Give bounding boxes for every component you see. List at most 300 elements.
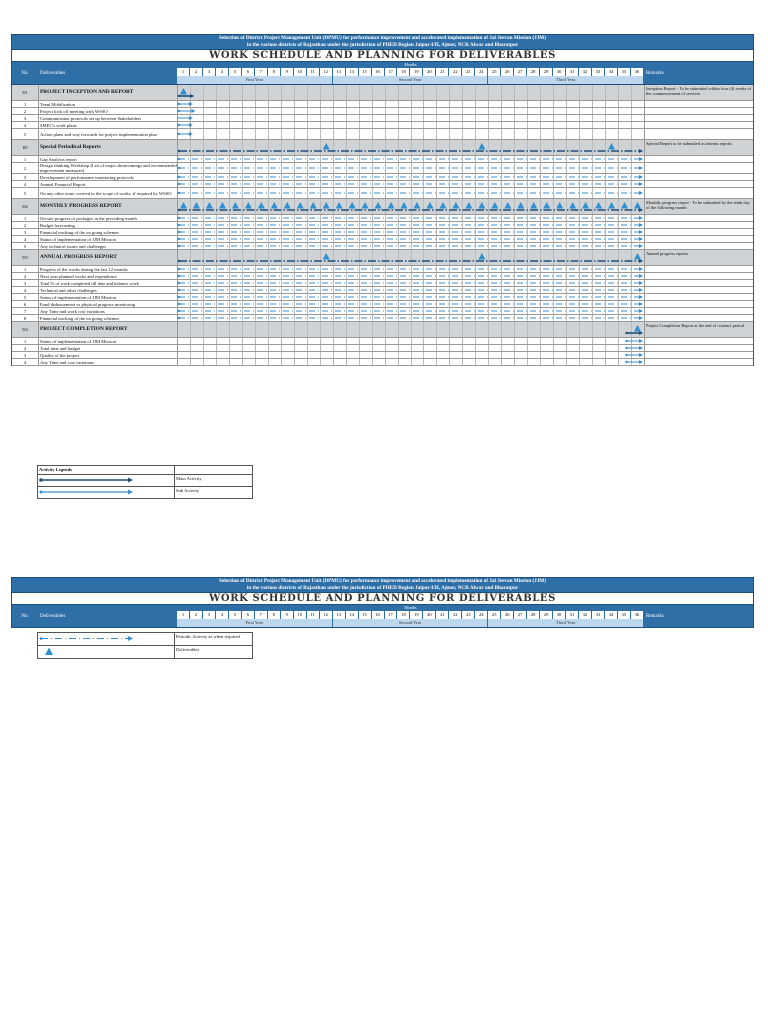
month-cell: 8 bbox=[268, 68, 281, 76]
year-label: First Year bbox=[177, 619, 333, 627]
deliverable-triangle-icon bbox=[517, 202, 524, 209]
months-label: Months bbox=[404, 605, 417, 610]
activity-line bbox=[177, 229, 644, 235]
month-cell: 1 bbox=[177, 68, 190, 76]
deliverable-triangle-icon bbox=[271, 202, 278, 209]
table-row bbox=[12, 266, 753, 273]
legend-main-row bbox=[37, 475, 253, 487]
header-deliverables: Deliverables bbox=[40, 613, 66, 619]
activity-line bbox=[177, 301, 644, 307]
deliverable-triangle-icon bbox=[232, 202, 239, 209]
row-number: ID bbox=[12, 140, 39, 155]
deliverable-triangle-icon bbox=[38, 646, 174, 657]
activity-line bbox=[177, 101, 644, 107]
legend-periodic-row bbox=[37, 632, 253, 646]
month-cell: 23 bbox=[462, 68, 475, 76]
activity-line bbox=[177, 338, 644, 344]
deliverable-triangle-icon bbox=[413, 202, 420, 209]
deliverable-label: Communication protocols set up between Stakeholders bbox=[39, 115, 178, 121]
month-cell: 12 bbox=[320, 68, 333, 76]
timeline-cells bbox=[177, 359, 644, 365]
deliverable-label: Quality of the project bbox=[39, 352, 178, 358]
deliverable-label: Technical and other challenges bbox=[39, 287, 178, 293]
remark-cell: Monthly progress report - To be submitted by the tenth day of the following month bbox=[644, 199, 753, 214]
title-line-1: Selection of District Project Management Unit (DPMU) for performance improvement and accelerated implementation of Jal Jeevan Mission (JJM) bbox=[219, 578, 546, 584]
deliverable-triangle-icon bbox=[491, 202, 498, 209]
month-cell: 13 bbox=[333, 611, 346, 619]
activity-line bbox=[177, 215, 644, 221]
activity-line bbox=[177, 156, 644, 162]
year-labels bbox=[177, 76, 644, 84]
year-label: Second Year bbox=[333, 76, 489, 84]
activity-legend bbox=[37, 465, 253, 499]
month-cell: 27 bbox=[514, 68, 527, 76]
deliverable-label: Any Time and work cost variations bbox=[39, 308, 178, 314]
activity-line bbox=[177, 163, 644, 173]
schedule-sheet-1 bbox=[11, 34, 754, 366]
page-heading-2: WORK SCHEDULE AND PLANNING FOR DELIVERABLES bbox=[11, 593, 754, 604]
activity-line bbox=[177, 85, 644, 100]
section-row bbox=[12, 85, 753, 101]
deliverable-triangle-icon bbox=[323, 253, 330, 260]
deliverable-label: On-site progress of packages in the preceding month bbox=[39, 215, 178, 221]
timeline-cells bbox=[177, 243, 644, 249]
deliverable-label: Financial tracking of the on going schemes bbox=[39, 229, 178, 235]
month-cell: 16 bbox=[372, 611, 385, 619]
table-row bbox=[12, 315, 753, 322]
row-number: D1 bbox=[12, 85, 39, 100]
row-number: D4 bbox=[12, 322, 39, 337]
deliverable-label: PROJECT INCEPTION AND REPORT bbox=[39, 85, 178, 100]
deliverable-triangle-icon bbox=[478, 143, 485, 150]
month-cell: 26 bbox=[501, 611, 514, 619]
activity-line bbox=[177, 188, 644, 198]
remark-cell bbox=[644, 308, 753, 314]
row-number: 4 bbox=[12, 236, 39, 242]
sheet-title-2 bbox=[11, 577, 754, 593]
timeline-cells bbox=[177, 308, 644, 314]
year-label: Third Year bbox=[488, 619, 644, 627]
activity-line bbox=[177, 345, 644, 351]
header-deliverables: Deliverables bbox=[40, 70, 66, 76]
remark-cell: Inception Report - To be submitted within four (4) weeks of the commencement of services bbox=[644, 85, 753, 100]
table-row bbox=[12, 287, 753, 294]
title-line-2: in the various districts of Rajasthan under the jurisdiction of PHED Region Jaipur-I/II, Ajmer, NCR Alwar and Bharatpur bbox=[246, 42, 519, 48]
month-cell: 28 bbox=[527, 68, 540, 76]
month-cell: 17 bbox=[385, 611, 398, 619]
table-row bbox=[12, 108, 753, 115]
title-line-1: Selection of District Project Management Unit (DPMU) for performance improvement and accelerated implementation of Jal Jeevan Mission (JJM) bbox=[219, 35, 546, 41]
timeline-cells bbox=[177, 129, 644, 139]
deliverable-legend bbox=[37, 632, 253, 659]
timeline-cells bbox=[177, 229, 644, 235]
page-heading: WORK SCHEDULE AND PLANNING FOR DELIVERABLES bbox=[11, 50, 754, 61]
month-cell: 15 bbox=[359, 68, 372, 76]
deliverable-label: Action plans and way forwards for project implementation plan bbox=[39, 129, 178, 139]
deliverable-label: Total time and budget bbox=[39, 345, 178, 351]
deliverable-triangle-icon bbox=[608, 202, 615, 209]
row-number: 2 bbox=[12, 345, 39, 351]
remark-cell bbox=[644, 181, 753, 187]
deliverable-label: Progress of the works during the last 12 months bbox=[39, 266, 178, 272]
legend-sub-label: Sub Activity bbox=[176, 488, 200, 493]
month-cell: 33 bbox=[592, 68, 605, 76]
row-number: 1 bbox=[12, 266, 39, 272]
table-row bbox=[12, 345, 753, 352]
remark-cell bbox=[644, 101, 753, 107]
month-cell: 11 bbox=[307, 611, 320, 619]
month-cell: 4 bbox=[216, 68, 229, 76]
row-number: 1 bbox=[12, 156, 39, 162]
deliverable-triangle-icon bbox=[258, 202, 265, 209]
month-cell: 8 bbox=[268, 611, 281, 619]
timeline-cells bbox=[177, 222, 644, 228]
deliverable-triangle-icon bbox=[426, 202, 433, 209]
deliverable-label: PROJECT COMPLETION REPORT bbox=[39, 322, 178, 337]
remark-cell: Project Completion Report at the end of contract period bbox=[644, 322, 753, 337]
periodic-activity-line-icon bbox=[38, 633, 174, 644]
timeline-cells bbox=[177, 108, 644, 114]
month-cell: 30 bbox=[553, 68, 566, 76]
activity-line bbox=[177, 266, 644, 272]
month-cell: 14 bbox=[346, 68, 359, 76]
month-cell: 5 bbox=[229, 611, 242, 619]
deliverable-triangle-icon bbox=[310, 202, 317, 209]
month-cell: 18 bbox=[397, 611, 410, 619]
row-number: 6 bbox=[12, 301, 39, 307]
deliverable-triangle-icon bbox=[634, 325, 641, 332]
month-cell: 3 bbox=[203, 68, 216, 76]
timeline-cells bbox=[177, 181, 644, 187]
table-header-2 bbox=[11, 604, 754, 628]
row-number: 3 bbox=[12, 280, 39, 286]
month-cell: 32 bbox=[579, 611, 592, 619]
month-cell: 32 bbox=[579, 68, 592, 76]
remark-cell bbox=[644, 115, 753, 121]
section-row bbox=[12, 140, 753, 156]
timeline-cells bbox=[177, 215, 644, 221]
deliverable-triangle-icon bbox=[465, 202, 472, 209]
deliverable-triangle-icon bbox=[621, 202, 628, 209]
month-cell: 6 bbox=[242, 611, 255, 619]
month-cell: 25 bbox=[488, 611, 501, 619]
table-row bbox=[12, 222, 753, 229]
deliverable-triangle-icon bbox=[556, 202, 563, 209]
month-cell: 23 bbox=[462, 611, 475, 619]
timeline-cells bbox=[177, 301, 644, 307]
row-number: D3 bbox=[12, 250, 39, 265]
table-row bbox=[12, 229, 753, 236]
deliverable-triangle-icon bbox=[478, 202, 485, 209]
row-number: 2 bbox=[12, 108, 39, 114]
activity-line bbox=[177, 129, 644, 139]
month-cell: 9 bbox=[281, 68, 294, 76]
row-number: D2 bbox=[12, 199, 39, 214]
deliverable-triangle-icon bbox=[349, 202, 356, 209]
remark-cell bbox=[644, 222, 753, 228]
remark-cell bbox=[644, 345, 753, 351]
activity-line bbox=[177, 280, 644, 286]
remark-cell bbox=[644, 352, 753, 358]
timeline-cells bbox=[177, 338, 644, 344]
month-cell: 3 bbox=[203, 611, 216, 619]
deliverable-label: Status of implementation of JJM Mission bbox=[39, 236, 178, 242]
activity-line bbox=[177, 174, 644, 180]
table-row bbox=[12, 174, 753, 181]
deliverable-triangle-icon bbox=[582, 202, 589, 209]
month-cell: 6 bbox=[242, 68, 255, 76]
timeline-cells bbox=[177, 236, 644, 242]
sub-activity-line-icon bbox=[38, 487, 174, 497]
table-row bbox=[12, 156, 753, 163]
activity-line bbox=[177, 108, 644, 114]
activity-line bbox=[177, 287, 644, 293]
timeline-cells bbox=[177, 85, 644, 100]
month-cell: 34 bbox=[605, 68, 618, 76]
remark-cell bbox=[644, 243, 753, 249]
timeline-cells bbox=[177, 156, 644, 162]
row-number: 5 bbox=[12, 294, 39, 300]
section-row bbox=[12, 250, 753, 266]
month-cell: 2 bbox=[190, 611, 203, 619]
table-row bbox=[12, 301, 753, 308]
table-row bbox=[12, 294, 753, 301]
month-cell: 21 bbox=[436, 68, 449, 76]
deliverable-label: Annual Financial Report bbox=[39, 181, 178, 187]
timeline-cells bbox=[177, 115, 644, 121]
table-row bbox=[12, 181, 753, 188]
row-number: 2 bbox=[12, 222, 39, 228]
remark-cell bbox=[644, 294, 753, 300]
remark-cell: Annual progress reports bbox=[644, 250, 753, 265]
deliverable-triangle-icon bbox=[323, 202, 330, 209]
row-number: 1 bbox=[12, 338, 39, 344]
timeline-cells bbox=[177, 188, 644, 198]
month-cell: 22 bbox=[449, 68, 462, 76]
month-cell: 36 bbox=[631, 611, 644, 619]
header-remarks: Remarks bbox=[646, 70, 664, 76]
activity-line bbox=[177, 315, 644, 321]
legend-deliverables-row bbox=[37, 646, 253, 659]
timeline-cells bbox=[177, 345, 644, 351]
remark-cell bbox=[644, 280, 753, 286]
deliverable-triangle-icon bbox=[193, 202, 200, 209]
table-row bbox=[12, 273, 753, 280]
table-row bbox=[12, 308, 753, 315]
year-label: Third Year bbox=[488, 76, 644, 84]
legend-sub-row bbox=[37, 487, 253, 499]
row-number: 3 bbox=[12, 115, 39, 121]
row-number: 2 bbox=[12, 163, 39, 173]
table-row bbox=[12, 338, 753, 345]
table-row bbox=[12, 115, 753, 122]
deliverable-triangle-icon bbox=[336, 202, 343, 209]
deliverable-triangle-icon bbox=[634, 253, 641, 260]
deliverable-triangle-icon bbox=[180, 88, 187, 95]
row-number: 3 bbox=[12, 352, 39, 358]
months-header bbox=[177, 62, 644, 84]
legend-deliverables-label: Deliverables bbox=[176, 647, 200, 652]
activity-line bbox=[177, 181, 644, 187]
remark-cell: Special Report to be submitted as interim reports bbox=[644, 140, 753, 155]
activity-line bbox=[177, 322, 644, 337]
main-activity-line-icon bbox=[38, 475, 174, 485]
remark-cell bbox=[644, 236, 753, 242]
month-cell: 19 bbox=[410, 611, 423, 619]
month-cell: 34 bbox=[605, 611, 618, 619]
deliverable-label: Team Mobilization bbox=[39, 101, 178, 107]
header-no: No. bbox=[21, 613, 29, 619]
activity-line bbox=[177, 199, 644, 214]
legend-title: Activity Legends bbox=[39, 467, 73, 472]
deliverable-triangle-icon bbox=[634, 202, 641, 209]
deliverable-triangle-icon bbox=[284, 202, 291, 209]
table-row bbox=[12, 243, 753, 250]
remark-cell bbox=[644, 229, 753, 235]
title-line-2: in the various districts of Rajasthan under the jurisdiction of PHED Region Jaipur-I/II, Ajmer, NCR Alwar and Bharatpur bbox=[246, 585, 519, 591]
deliverable-triangle-icon bbox=[362, 202, 369, 209]
month-cell: 14 bbox=[346, 611, 359, 619]
remark-cell bbox=[644, 359, 753, 365]
month-cell: 19 bbox=[410, 68, 423, 76]
deliverable-triangle-icon bbox=[219, 202, 226, 209]
timeline-cells bbox=[177, 315, 644, 321]
table-row bbox=[12, 359, 753, 366]
row-number: 2 bbox=[12, 273, 39, 279]
deliverable-triangle-icon bbox=[608, 143, 615, 150]
row-number: 3 bbox=[12, 229, 39, 235]
deliverable-triangle-icon bbox=[297, 202, 304, 209]
remark-cell bbox=[644, 266, 753, 272]
month-cell: 26 bbox=[501, 68, 514, 76]
month-cell: 24 bbox=[475, 68, 488, 76]
month-cell: 9 bbox=[281, 611, 294, 619]
table-row bbox=[12, 129, 753, 140]
deliverable-label: Total % of work completed till date and balance work bbox=[39, 280, 178, 286]
deliverable-triangle-icon bbox=[543, 202, 550, 209]
schedule-table bbox=[11, 85, 754, 366]
month-cell: 16 bbox=[372, 68, 385, 76]
remark-cell bbox=[644, 108, 753, 114]
month-cell: 28 bbox=[527, 611, 540, 619]
deliverable-label: Next year planned works and expenditure bbox=[39, 273, 178, 279]
activity-line bbox=[177, 222, 644, 228]
month-numbers bbox=[177, 68, 644, 76]
deliverable-triangle-icon bbox=[530, 202, 537, 209]
timeline-cells bbox=[177, 199, 644, 214]
month-cell: 33 bbox=[592, 611, 605, 619]
table-row bbox=[12, 352, 753, 359]
deliverable-label: On any other issue covered in the scope of works, if required by WSSO bbox=[39, 188, 178, 198]
deliverable-label: Design thinking Workshop (List of major shortcomings and recommended improvement measures) bbox=[40, 163, 177, 173]
activity-line bbox=[177, 236, 644, 242]
remark-cell bbox=[644, 122, 753, 128]
section-row bbox=[12, 199, 753, 215]
month-cell: 12 bbox=[320, 611, 333, 619]
deliverable-triangle-icon bbox=[478, 253, 485, 260]
deliverable-triangle-icon bbox=[439, 202, 446, 209]
month-numbers bbox=[177, 611, 644, 619]
month-cell: 22 bbox=[449, 611, 462, 619]
activity-line bbox=[177, 140, 644, 155]
deliverable-triangle-icon bbox=[245, 202, 252, 209]
timeline-cells bbox=[177, 266, 644, 272]
activity-line bbox=[177, 308, 644, 314]
deliverable-triangle-icon bbox=[595, 202, 602, 209]
row-number: 4 bbox=[12, 359, 39, 365]
remark-cell bbox=[644, 163, 753, 173]
deliverable-label: Fund disbursement vs physical progress monitoring bbox=[39, 301, 178, 307]
months-header bbox=[177, 605, 644, 627]
month-cell: 10 bbox=[294, 611, 307, 619]
remark-cell bbox=[644, 174, 753, 180]
remark-cell bbox=[644, 215, 753, 221]
deliverable-label: MONTHLY PROGRESS REPORT bbox=[39, 199, 178, 214]
table-row bbox=[12, 163, 753, 174]
table-row bbox=[12, 280, 753, 287]
month-cell: 35 bbox=[618, 68, 631, 76]
deliverable-label: Budget forecasting bbox=[39, 222, 178, 228]
month-cell: 17 bbox=[385, 68, 398, 76]
timeline-cells bbox=[177, 163, 644, 173]
remark-cell bbox=[644, 301, 753, 307]
month-cell: 11 bbox=[307, 68, 320, 76]
deliverable-label: ANNUAL PROGRESS REPORT bbox=[39, 250, 178, 265]
header-remarks: Remarks bbox=[646, 613, 664, 619]
sheet-title bbox=[11, 34, 754, 50]
legend-periodic-label: Periodic Activity as when required bbox=[176, 634, 240, 639]
row-number: 4 bbox=[12, 181, 39, 187]
timeline-cells bbox=[177, 140, 644, 155]
timeline-cells bbox=[177, 352, 644, 358]
table-row bbox=[12, 188, 753, 199]
deliverable-label: Financial tracking of the on going schemes bbox=[39, 315, 178, 321]
month-cell: 31 bbox=[566, 611, 579, 619]
timeline-cells bbox=[177, 122, 644, 128]
year-label: Second Year bbox=[333, 619, 489, 627]
deliverable-label: Any Time and cost variations bbox=[39, 359, 178, 365]
timeline-cells bbox=[177, 174, 644, 180]
month-cell: 21 bbox=[436, 611, 449, 619]
timeline-cells bbox=[177, 322, 644, 337]
deliverable-triangle-icon bbox=[401, 202, 408, 209]
row-number: 5 bbox=[12, 188, 39, 198]
month-cell: 20 bbox=[423, 68, 436, 76]
month-cell: 7 bbox=[255, 611, 268, 619]
row-number: 5 bbox=[12, 129, 39, 139]
activity-line bbox=[177, 352, 644, 358]
deliverable-label: Gap Analysis report bbox=[39, 156, 178, 162]
header-no: No. bbox=[21, 70, 29, 76]
remark-cell bbox=[644, 273, 753, 279]
month-cell: 24 bbox=[475, 611, 488, 619]
month-cell: 25 bbox=[488, 68, 501, 76]
activity-line bbox=[177, 359, 644, 365]
table-header bbox=[11, 61, 754, 85]
table-row bbox=[12, 122, 753, 129]
timeline-cells bbox=[177, 273, 644, 279]
month-cell: 2 bbox=[190, 68, 203, 76]
legend-title-row bbox=[37, 465, 253, 475]
month-cell: 36 bbox=[631, 68, 644, 76]
row-number: 1 bbox=[12, 101, 39, 107]
month-cell: 18 bbox=[397, 68, 410, 76]
deliverable-label: Any technical issues and challenges bbox=[39, 243, 178, 249]
remark-cell bbox=[644, 315, 753, 321]
deliverable-triangle-icon bbox=[375, 202, 382, 209]
remark-cell bbox=[644, 338, 753, 344]
row-number: 4 bbox=[12, 287, 39, 293]
